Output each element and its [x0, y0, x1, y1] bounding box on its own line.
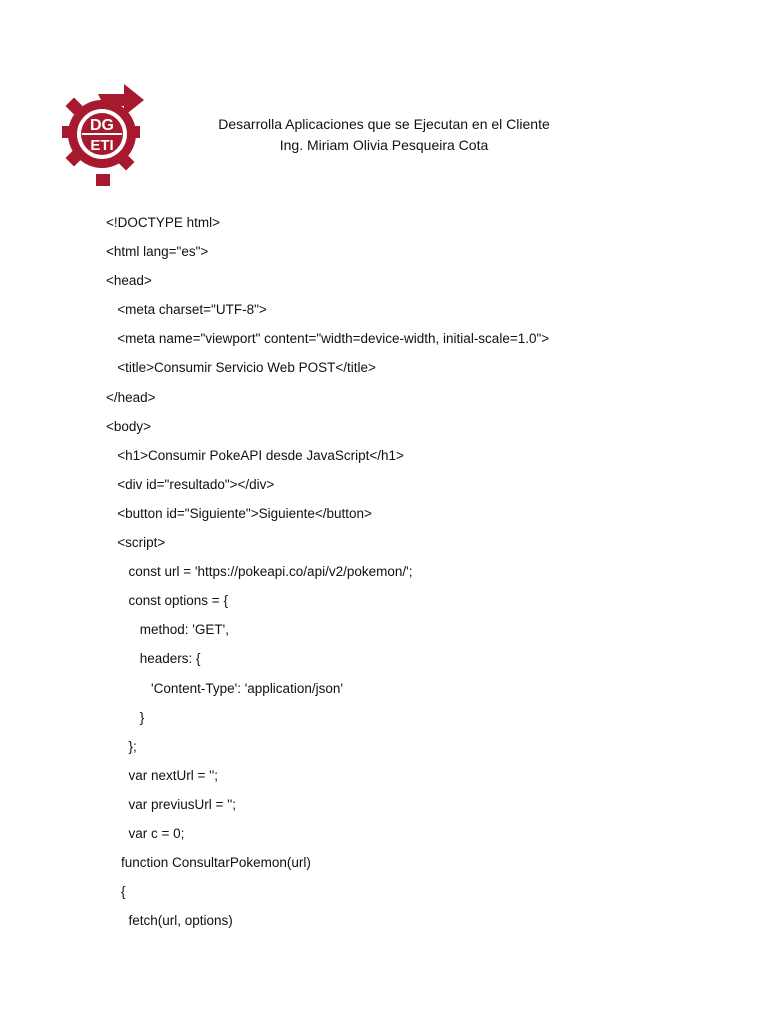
- logo-text-bottom: ETI: [90, 137, 114, 154]
- dgeti-logo: [60, 80, 148, 188]
- code-line: fetch(url, options): [106, 913, 233, 929]
- code-line: };: [106, 738, 137, 754]
- code-line: const url = 'https://pokeapi.co/api/v2/pokemon/';: [106, 564, 413, 580]
- code-line: 'Content-Type': 'application/json': [106, 680, 343, 696]
- code-line: <!DOCTYPE html>: [106, 215, 221, 230]
- code-line: var c = 0;: [106, 825, 185, 841]
- code-line: <meta name="viewport" content="width=device-width, initial-scale=1.0">: [106, 331, 550, 347]
- course-title: Desarrolla Aplicaciones que se Ejecutan en el Cliente: [218, 116, 550, 132]
- instructor-name: Ing. Miriam Olivia Pesqueira Cota: [279, 137, 489, 153]
- code-line: var nextUrl = '';: [106, 767, 219, 783]
- code-line: <script>: [106, 535, 166, 551]
- code-line: </head>: [106, 389, 156, 405]
- logo-text-top: DG: [90, 117, 114, 134]
- code-line: <body>: [106, 418, 152, 434]
- code-line: <h1>Consumir PokeAPI desde JavaScript</h1>: [106, 447, 404, 463]
- code-line: <head>: [106, 273, 152, 289]
- code-line: <html lang="es">: [106, 244, 209, 260]
- code-line: <div id="resultado"></div>: [106, 476, 275, 492]
- code-line: {: [106, 884, 126, 900]
- gear-tooth: [96, 174, 110, 186]
- code-line: <title>Consumir Servicio Web POST</title>: [106, 360, 376, 376]
- code-line: const options = {: [106, 593, 228, 609]
- code-line: function ConsultarPokemon(url): [106, 855, 311, 871]
- code-line: }: [106, 709, 145, 725]
- code-line: <button id="Siguiente">Siguiente</button>: [106, 505, 372, 521]
- code-line: <meta charset="UTF-8">: [106, 302, 267, 318]
- document-header: [168, 114, 600, 156]
- code-line: headers: {: [106, 651, 201, 667]
- code-line: method: 'GET',: [106, 622, 229, 638]
- code-listing: [106, 208, 549, 935]
- code-line: var previusUrl = '';: [106, 796, 237, 812]
